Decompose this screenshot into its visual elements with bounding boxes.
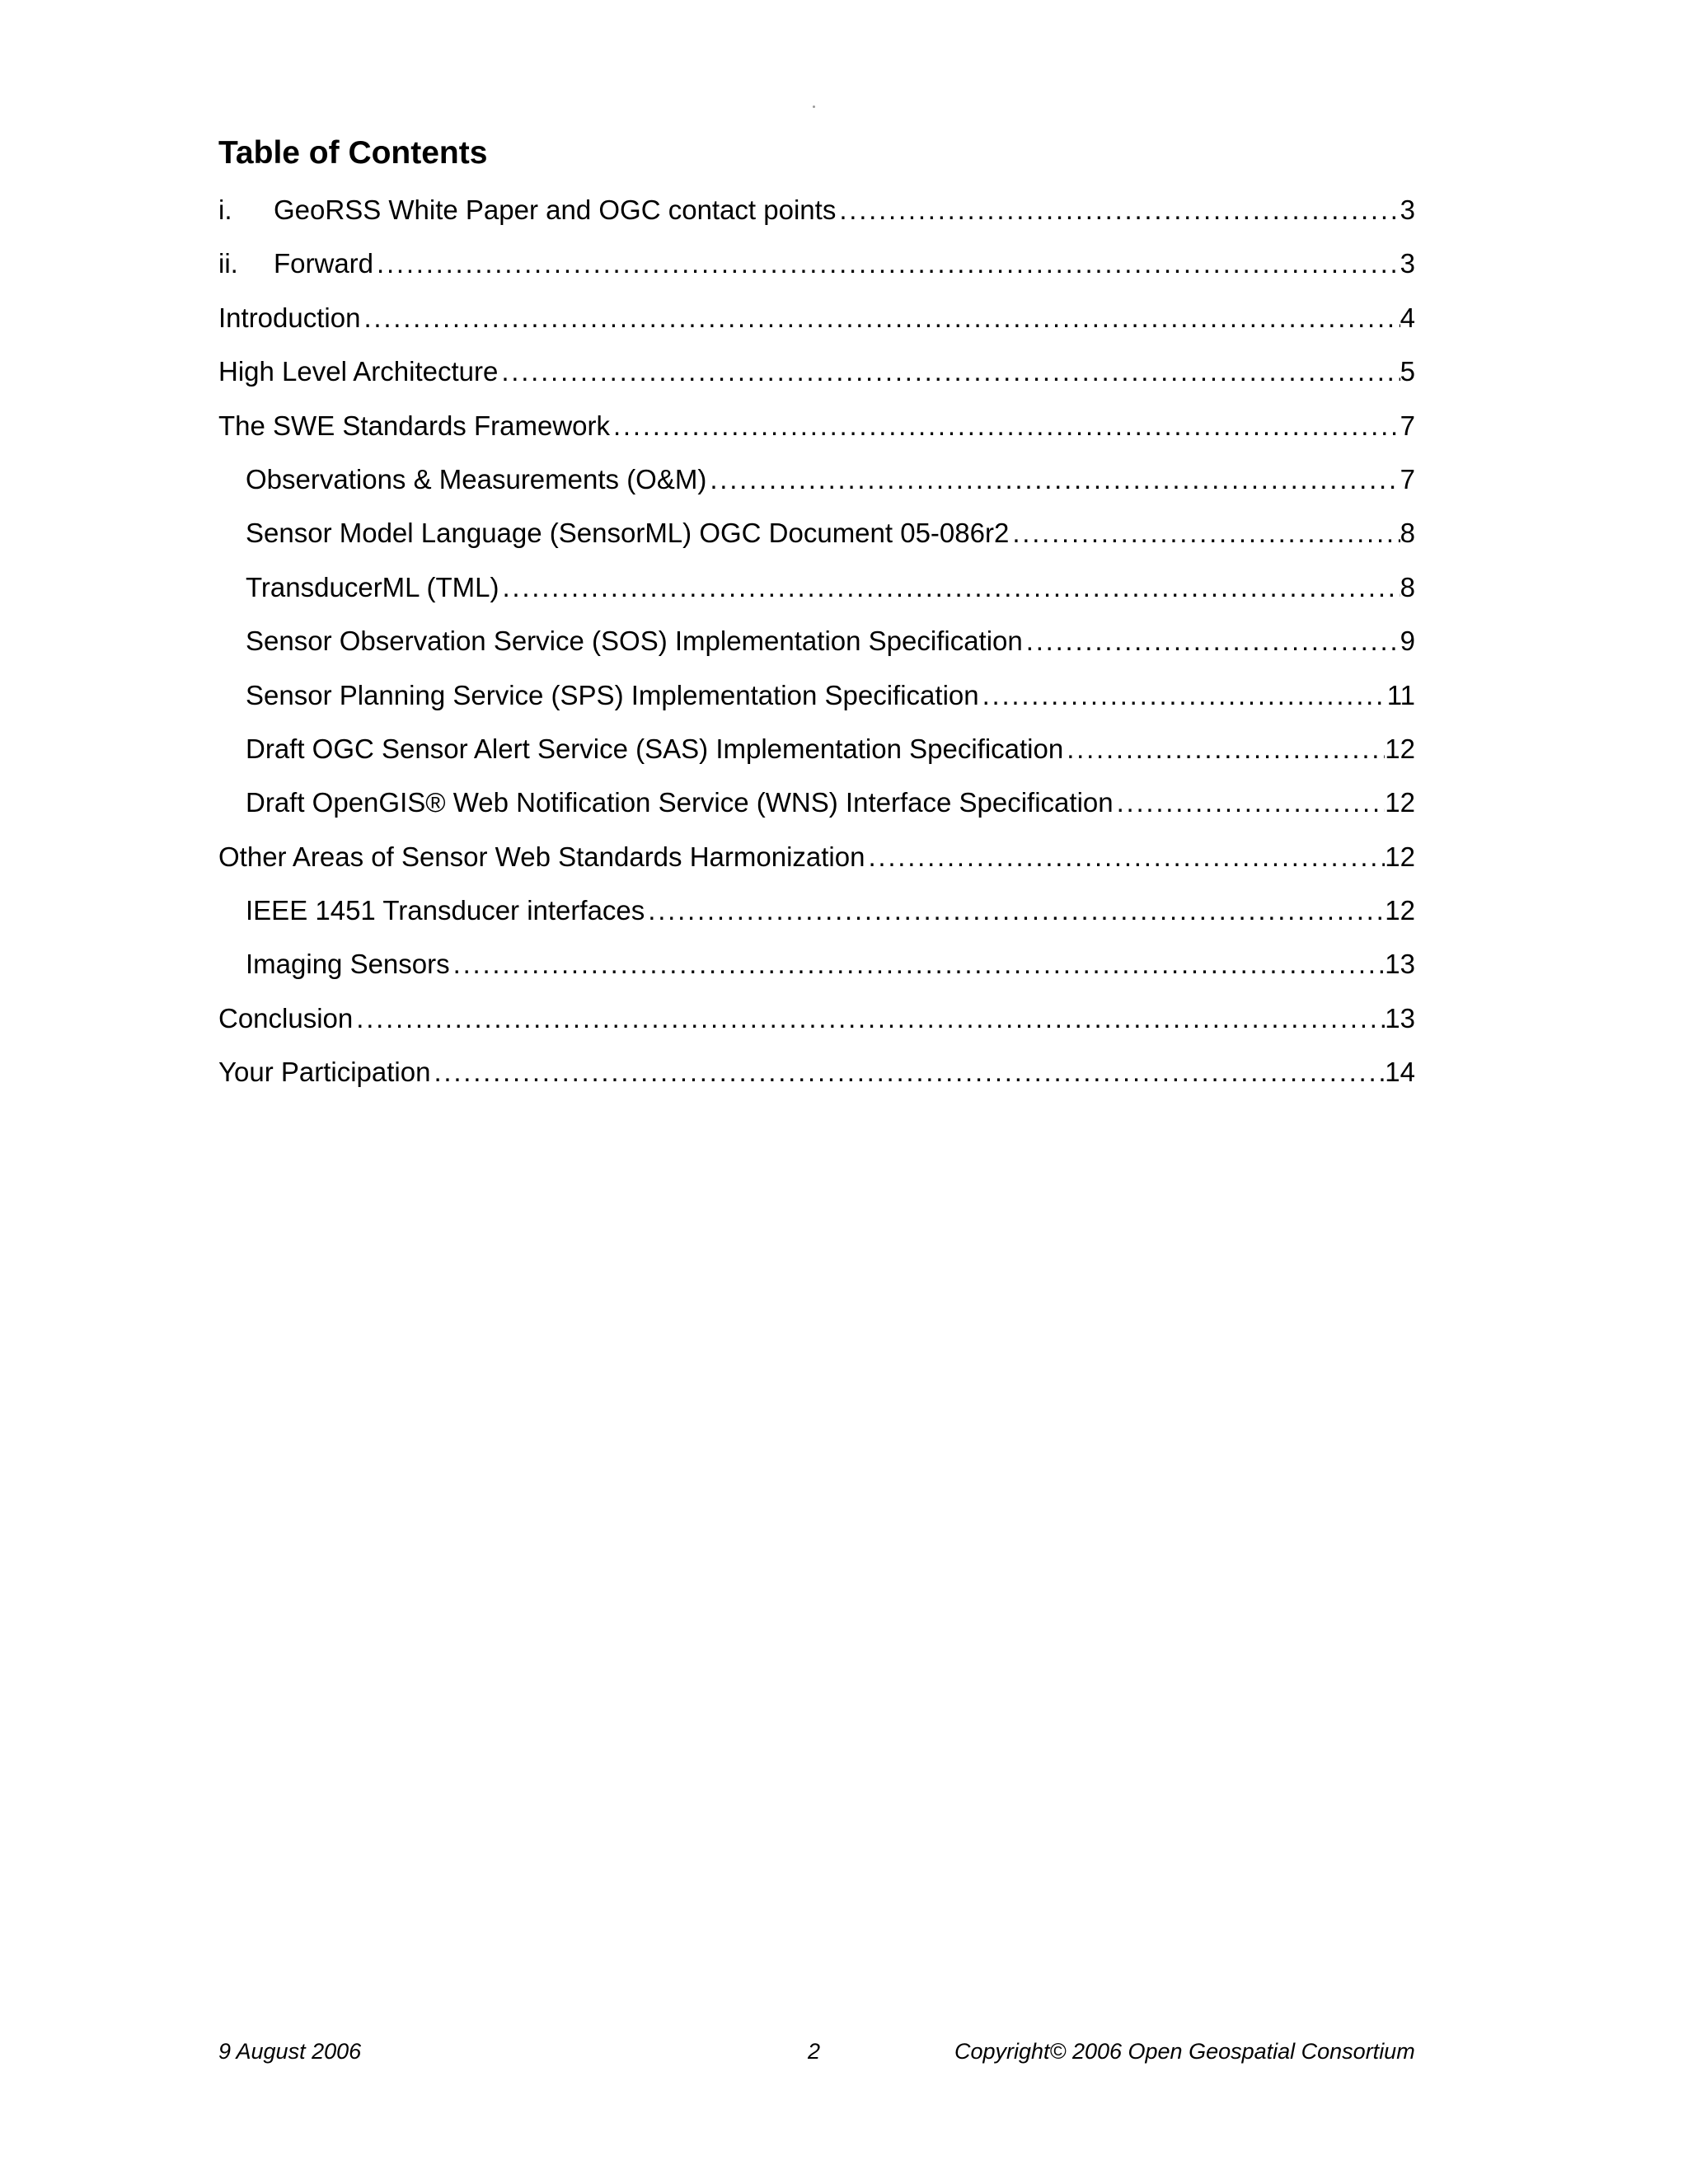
toc-entry-title: High Level Architecture: [218, 356, 499, 387]
toc-entry-title: Sensor Planning Service (SPS) Implementation Specification: [246, 679, 979, 710]
toc-entry[interactable]: [218, 732, 1415, 785]
toc-entry-page: 12: [1385, 787, 1415, 818]
toc-entry-title: The SWE Standards Framework: [218, 410, 610, 441]
top-mark: [813, 105, 815, 108]
toc-dot-leader: [706, 462, 1400, 497]
toc-entry-title: Your Participation: [218, 1057, 431, 1088]
toc-entry[interactable]: [218, 624, 1415, 677]
toc-heading: Table of Contents: [218, 135, 488, 171]
toc-dot-leader: [353, 1001, 1385, 1036]
toc-dot-leader: [610, 409, 1400, 443]
toc-entry[interactable]: [218, 893, 1415, 947]
toc-entry[interactable]: [218, 785, 1415, 839]
toc-entry-page: 9: [1400, 626, 1415, 657]
footer-page-number: 2: [808, 2039, 821, 2064]
toc-dot-leader: [1063, 732, 1385, 766]
toc-dot-leader: [430, 1055, 1385, 1090]
toc-entry-title: TransducerML (TML): [246, 571, 499, 602]
toc-dot-leader: [360, 301, 1400, 335]
toc-list: [218, 193, 1415, 1109]
toc-dot-leader: [450, 947, 1386, 982]
toc-dot-leader: [979, 678, 1387, 713]
toc-entry-page: 4: [1400, 302, 1415, 333]
toc-entry-title: Sensor Observation Service (SOS) Implementation Specification: [246, 626, 1023, 657]
footer-copyright: Copyright© 2006 Open Geospatial Consortium: [954, 2039, 1415, 2064]
toc-entry[interactable]: [218, 462, 1415, 516]
toc-dot-leader: [1114, 785, 1386, 820]
toc-entry-page: 3: [1400, 248, 1415, 279]
toc-entry-title: Draft OGC Sensor Alert Service (SAS) Implementation Specification: [246, 733, 1064, 764]
toc-entry-page: 11: [1386, 679, 1415, 710]
toc-entry-title: Imaging Sensors: [246, 949, 450, 980]
toc-entry-page: 3: [1400, 194, 1415, 225]
toc-entry-page: 13: [1385, 949, 1415, 980]
toc-entry[interactable]: [218, 570, 1415, 624]
toc-entry[interactable]: [218, 1001, 1415, 1055]
toc-entry-page: 12: [1385, 841, 1415, 872]
toc-entry[interactable]: [218, 678, 1415, 732]
toc-entry-title: Forward: [274, 248, 374, 279]
toc-dot-leader: [865, 840, 1385, 874]
toc-entry[interactable]: [218, 193, 1415, 246]
toc-entry-title: GeoRSS White Paper and OGC contact points: [274, 194, 837, 225]
toc-entry-page: 8: [1400, 571, 1415, 602]
toc-entry-number: i.: [218, 194, 232, 225]
toc-entry-page: 13: [1385, 1002, 1415, 1033]
toc-entry[interactable]: [218, 354, 1415, 408]
toc-entry-number: ii.: [218, 248, 238, 279]
toc-entry-page: 8: [1400, 518, 1415, 549]
toc-entry-title: Other Areas of Sensor Web Standards Harmonization: [218, 841, 865, 872]
toc-entry[interactable]: [218, 516, 1415, 569]
toc-entry[interactable]: [218, 1055, 1415, 1108]
toc-entry-page: 12: [1385, 895, 1415, 926]
toc-entry-title: Observations & Measurements (O&M): [246, 463, 707, 494]
toc-dot-leader: [499, 570, 1400, 605]
toc-entry-page: 5: [1400, 356, 1415, 387]
toc-dot-leader: [1009, 516, 1400, 551]
toc-dot-leader: [373, 246, 1400, 281]
toc-entry-title: Sensor Model Language (SensorML) OGC Document 05-086r2: [246, 518, 1010, 549]
toc-entry-page: 12: [1385, 733, 1415, 764]
toc-entry-page: 14: [1385, 1057, 1415, 1088]
toc-dot-leader: [836, 193, 1400, 227]
toc-dot-leader: [498, 354, 1400, 389]
toc-entry[interactable]: [218, 947, 1415, 1001]
toc-entry-title: Conclusion: [218, 1002, 354, 1033]
toc-entry[interactable]: [218, 246, 1415, 300]
toc-entry-title: IEEE 1451 Transducer interfaces: [246, 895, 645, 926]
toc-entry[interactable]: [218, 840, 1415, 893]
toc-dot-leader: [1023, 624, 1400, 658]
toc-entry-page: 7: [1400, 410, 1415, 441]
toc-entry-page: 7: [1400, 463, 1415, 494]
toc-entry-title: Introduction: [218, 302, 361, 333]
toc-dot-leader: [645, 893, 1385, 928]
toc-entry[interactable]: [218, 301, 1415, 354]
toc-entry-title: Draft OpenGIS® Web Notification Service (WNS) Interface Specification: [246, 787, 1114, 818]
footer-date: 9 August 2006: [218, 2039, 362, 2064]
toc-entry[interactable]: [218, 409, 1415, 462]
